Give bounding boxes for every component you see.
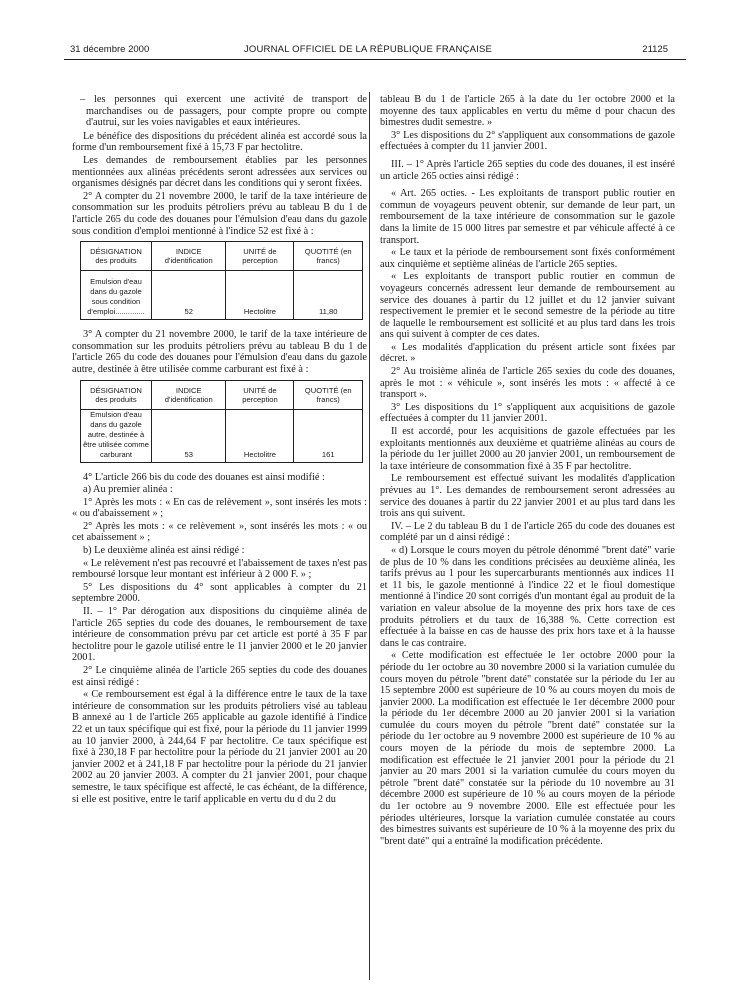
table-header: QUOTITÉ (en francs) [294,380,363,409]
paragraph: 3° A compter du 21 novembre 2000, le tarif de la taxe intérieure de consommation sur les produits pétroliers prévu au tableau B du 1 de l'article 265 du code des douanes pour l'émulsion d'eau dans du gazole autre, destinée à être utilisée comme carburant est fixé à : [72,329,367,375]
left-column [72,94,367,806]
paragraph: 3° Les dispositions du 2° s'appliquent aux consommations de gazole effectuées à compter du 11 janvier 2001. [380,129,675,153]
paragraph: 2° Le cinquième alinéa de l'article 265 septies du code des douanes est ainsi rédigé : [72,665,367,688]
paragraph: 2° Après les mots : « ce relèvement », sont insérés les mots : « ou cet abaissement » ; [72,520,367,544]
table-header: QUOTITÉ (en francs) [294,242,363,271]
paragraph: Les demandes de remboursement établies par les personnes mentionnées aux alinéas précédents seront adressées aux services ou organismes désignés par décret dans les conditions qui y seront fixées. [72,154,367,190]
paragraph: 3° Les dispositions du 1° s'appliquent aux acquisitions de gazole effectuées à compter du 11 janvier 2001. [380,401,675,425]
table-header: INDICE d'identification [152,380,226,409]
paragraph: Le remboursement est effectué suivant les modalités d'application prévues au 1°. Les demandes de remboursement seront adressées au service des douanes à partir du 22 janvier 2001 et au plus tard dans les trois ans qui suivent. [380,473,675,520]
paragraph: 5° Les dispositions du 4° sont applicables à compter du 21 septembre 2000. [72,581,367,605]
paragraph: a) Au premier alinéa : [83,484,173,496]
paragraph: Le bénéfice des dispositions du précédent alinéa est accordé sous la forme d'un remboursement fixé à 15,73 F par hectolitre. [72,130,367,154]
paragraph: « d) Lorsque le cours moyen du pétrole dénommé "brent daté" varie de plus de 10 % dans les conditions précisées au deuxième alinéa, les tarifs prévus au 1 pour les supercarburants mentionnés aux indices 11 et 11 bis, le gazole mentionné à l'indice 22 et le fioul domestique mentionné à l'indice 20 sont corrigés d'un montant égal au produit de la variation en valeur absolue de la moyenne des prix hors taxe de ces produits pétroliers et du taux de 16,388 %. Cette correction est effectuée à la baisse en cas de hausse des prix hors taxe et à la hausse dans le cas contraire. [380,544,675,649]
tariff-table-emulsion-52 [80,241,363,320]
paragraph: « Les exploitants de transport public routier en commun de voyageurs concernés adressent leur demande de remboursement au service des douanes à partir du 12 juillet et du 12 janvier suivant respectivement le premier et le second semestre de la période au titre de laquelle le remboursement est sollicité et au plus tard dans les trois ans qui suivent à compter de ces dates. [380,271,675,341]
paragraph: « Le relèvement n'est pas recouvré et l'abaissement de taxes n'est pas remboursé lorsque leur montant est inférieur à 2 000 F. » ; [72,557,367,581]
table-header: DÉSIGNATION des produits [81,380,152,409]
paragraph: – les personnes qui exercent une activité de transport de marchandises ou de passagers, pour compte propre ou compte d'autrui, sur les voies navigables et eaux intérieures. [80,94,367,129]
column-divider [369,92,370,980]
table-header: UNITÉ de perception [226,380,294,409]
paragraph: « Ce remboursement est égal à la différence entre le taux de la taxe intérieure de consommation sur les produits pétroliers visé au tableau B annexé au 1 de l'article 265 applicable au gazole identifié à l'indice 22 et un taux spécifique qui est fixé, pour la période du 11 janvier 1999 au 10 janvier 2000, à 244,64 F par hectolitre. Ce taux spécifique est fixé à 230,18 F par hectolitre pour la période du 21 janvier 2001 au 20 janvier 2002 et à 241,18 F par hectolitre pour la période du 21 janvier 2002 au 20 janvier 2003. A compter du 21 janvier 2001, pour chaque semestre, le taux spécifique est affecté, le cas échéant, de la différence, si elle est positive, entre le tarif applicable en vertu du d du 2 du [72,689,367,805]
paragraph: 2° A compter du 21 novembre 2000, le tarif de la taxe intérieure de consommation sur les produits pétroliers prévu au tableau B du 1 de l'article 265 du code des douanes pour l'émulsion d'eau dans du gazole sous condition d'emploi mentionné à l'indice 52 est fixé à : [72,190,367,237]
paragraph: 4° L'article 266 bis du code des douanes est ainsi modifié : [83,471,325,483]
right-column [380,94,675,848]
table-header: INDICE d'identification [152,242,226,271]
page-number: 21125 [642,44,668,55]
table-cell: Hectolitre [226,271,294,320]
header-date: 31 décembre 2000 [70,44,150,55]
paragraph: « Art. 265 octies. - Les exploitants de transport public routier en commun de voyageurs peuvent obtenir, sur demande de leur part, un remboursement de la taxe intérieure de consommation sur le gazole dans la limite de 15 000 litres par semestre et par véhicule affecté à ce transport. [380,188,675,246]
paragraph: Il est accordé, pour les acquisitions de gazole effectuées par les exploitants mentionnés aux deuxième et quatrième alinéas au cours de la période du 1er juillet 2000 au 20 janvier 2001, un remboursement de la taxe intérieure de consommation fixé à 35 F par hectolitre. [380,426,675,472]
paragraph: III. – 1° Après l'article 265 septies du code des douanes, il est inséré un article 265 octies ainsi rédigé : [380,158,675,182]
paragraph: « Cette modification est effectuée le 1er octobre 2000 pour la période du 1er octobre au 30 novembre 2000 si la variation cumulée du cours moyen du pétrole "brent daté" constatée sur la période du 1er au 15 septembre 2000 est supérieure de 10 % au cours moyen du mois de janvier 2000. La modification est effectuée le 1er décembre 2000 pour la période du 1er décembre 2000 au 20 janvier 2001 si la variation cumulée du cours moyen du pétrole "brent daté" constatée sur la période du 1er octobre au 9 novembre 2000 est supérieure de 10 % au cours moyen de la période du mois de septembre 2000. La modification est effectuée le 21 janvier 2001 pour la période du 21 janvier au 20 mars 2001 si la variation cumulée du cours moyen du pétrole "brent daté" constatée sur la période du 10 novembre au 31 décembre 2000 est supérieure de 10 % au cours moyen de la période du 1er octobre au 9 novembre 2000. Elle est effectuée pour les périodes ultérieures, lorsque la variation cumulée constatée au cours des bimestres suivants est supérieure de 10 % à la moyenne des prix du "brent daté" qui a entraîné la modification précédente. [380,650,675,847]
table-cell: 11,80 [294,271,363,320]
table-header: DÉSIGNATION des produits [81,242,152,271]
paragraph: 2° Au troisième alinéa de l'article 265 sexies du code des douanes, après le mot : « véhicule », sont insérés les mots : « affecté à ce transport ». [380,366,675,401]
paragraph: IV. – Le 2 du tableau B du 1 de l'article 265 du code des douanes est complété par un d ainsi rédigé : [380,520,675,544]
paragraph: b) Le deuxième alinéa est ainsi rédigé : [83,545,245,557]
table-header: UNITÉ de perception [226,242,294,271]
table-cell: Hectolitre [226,409,294,462]
paragraph: tableau B du 1 de l'article 265 à la date du 1er octobre 2000 et la moyenne des taux applicables en vertu du même d pour chacun des bimestres dudit semestre. » [380,94,675,129]
journal-title: JOURNAL OFFICIEL DE LA RÉPUBLIQUE FRANÇAISE [243,44,493,55]
running-header [60,44,676,60]
tariff-table-emulsion-53 [80,380,363,463]
table-cell: 161 [294,409,363,462]
table-cell: 53 [152,409,226,462]
paragraph: II. – 1° Par dérogation aux dispositions du cinquième alinéa de l'article 265 septies du code des douanes, le remboursement de taxe intérieure de consommation prévu par cet article est porté à 35 F par hectolitre pour le gazole utilisé entre le 11 janvier 2000 et le 20 janvier 2001. [72,606,367,664]
table-cell: 52 [152,271,226,320]
table-cell: Emulsion d'eau dans du gazole autre, destinée à être utilisée comme carburant [81,409,152,462]
paragraph: « Le taux et la période de remboursement sont fixés conformément aux cinquième et septième alinéas de l'article 265 septies. [380,247,675,270]
paragraph: « Les modalités d'application du présent article sont fixées par décret. » [380,341,675,365]
header-rule [64,59,686,60]
paragraph: 1° Après les mots : « En cas de relèvement », sont insérés les mots : « ou d'abaissement » ; [72,496,367,520]
table-cell: Emulsion d'eau dans du gazole sous condition d'emploi.............. [81,271,152,320]
